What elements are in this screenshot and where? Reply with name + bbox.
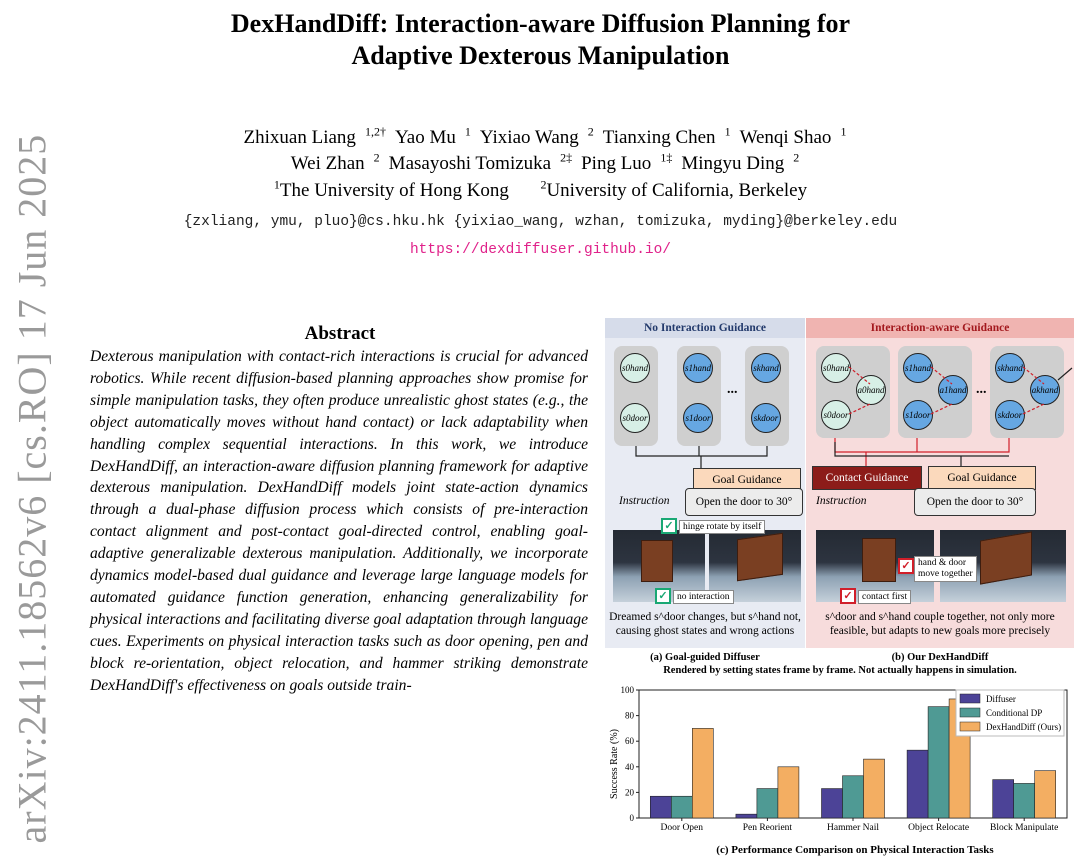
node-s1-hand: s1hand (683, 353, 713, 383)
bar (650, 796, 671, 818)
note-move-together: hand & door move together (914, 556, 977, 582)
teaser-figure (605, 318, 1075, 857)
node-sk-hand: skhand (995, 353, 1025, 383)
node-a0-hand: a0hand (856, 375, 886, 405)
author-name: Tianxing Chen (602, 127, 716, 149)
caption-b-line-1: s^door and s^hand couple together, not only more (825, 611, 1055, 623)
node-sk-door: skdoor (995, 400, 1025, 430)
paper-title-line-2: Adaptive Dexterous Manipulation (351, 41, 730, 70)
render-note: Rendered by setting states frame by frame. Not actually happens in simulation. (663, 665, 1017, 676)
legend-label: Conditional DP (986, 708, 1043, 718)
author-name: Wei Zhan (290, 153, 365, 175)
node-a1-hand: a1hand (938, 375, 968, 405)
legend-swatch (960, 708, 980, 717)
node-sk-door: skdoor (751, 403, 781, 433)
affiliation-1: $^1$The University of Hong Kong (273, 178, 509, 202)
check-icon: ✓ (661, 518, 677, 534)
check-icon: ✓ (655, 588, 671, 604)
author-affiliation-mark: 1‡ (660, 151, 673, 165)
y-tick-label: 0 (629, 813, 634, 823)
paper-title-line-1: DexHandDiff: Interaction-aware Diffusion Planning for (230, 9, 851, 38)
ellipsis-b: ... (976, 382, 987, 397)
y-tick-label: 40 (625, 761, 634, 772)
arxiv-stamp: arXiv:2411.18562v6 [cs.RO] 17 Jun 2025 (9, 133, 55, 844)
y-tick-label: 100 (620, 685, 634, 695)
author-name: Yixiao Wang (479, 127, 579, 149)
bar (1014, 783, 1035, 818)
author-affiliation-mark: 2 (587, 125, 594, 139)
instruction-box-a: Open the door to 30° (685, 488, 803, 516)
panel-a-header: No Interaction Guidance (605, 318, 805, 338)
check-icon: ✓ (898, 558, 914, 574)
note-hinge: hinge rotate by itself (679, 520, 765, 534)
instruction-label-a: Instruction (619, 495, 670, 507)
node-s0-door: s0door (620, 403, 650, 433)
caption-b-line-2: feasible, but adapts to new goals more precisely (829, 625, 1051, 637)
author-affiliation-mark: 2 (793, 151, 800, 165)
author-affiliation-mark: 1 (464, 125, 471, 139)
performance-chart (605, 682, 1075, 857)
instruction-box-b: Open the door to 30° (914, 488, 1036, 516)
bar (843, 776, 864, 818)
node-s0-hand: s0hand (821, 353, 851, 383)
subcaption-a: (a) Goal-guided Diffuser (650, 652, 760, 663)
chart-title: (c) Performance Comparison on Physical Interaction Tasks (716, 844, 994, 856)
instruction-label-b: Instruction (816, 495, 867, 507)
author-affiliation-mark: 1,2† (364, 125, 386, 139)
node-s1-door: s1door (903, 400, 933, 430)
node-s1-hand: s1hand (903, 353, 933, 383)
goal-guidance-box-b: Goal Guidance (928, 466, 1036, 490)
note-contact-first: contact first (858, 590, 911, 604)
legend-label: Diffuser (986, 694, 1016, 704)
x-tick-label: Block Manipulate (990, 823, 1059, 833)
panel-no-interaction-guidance (605, 318, 805, 648)
door-shape (737, 533, 783, 581)
door-shape (641, 540, 673, 582)
goal-guidance-box-a: Goal Guidance (693, 468, 801, 492)
author (380, 153, 572, 174)
author (282, 153, 380, 174)
bar (757, 789, 778, 818)
bar (1035, 771, 1056, 818)
author-name: Ping Luo (581, 153, 652, 175)
bar (822, 789, 843, 818)
y-tick-label: 80 (625, 710, 634, 721)
caption-a-line-1: Dreamed s^door changes, but s^hand not, (609, 611, 801, 623)
y-tick-label: 60 (625, 736, 634, 747)
x-tick-label: Pen Reorient (742, 823, 793, 833)
node-ak-hand: akhand (1030, 375, 1060, 405)
abstract-text: Dexterous manipulation with contact-rich interactions is crucial for advanced robotics. While recent diffusion-based planning approaches show promise for simple manipulation tasks, they often produce unrealistic ghost states (e.g., the object automatically moves without hand contact) or lack adaptability when handling complex sequential interactions. In this work, we introduce DexHandDiff, an interaction-aware diffusion planning framework for adaptive dexterous manipulation. DexHandDiff models joint state-action dynamics through a dual-phase diffusion process which consists of pre-interaction contact alignment and post-contact goal-directed control, enabling goal-adaptive generalizable dexterous manipulation. Additionally, we incorporate dynamics model-based dual guidance and leverage large language models for automated guidance function generation, enhancing generalizability for physical interactions and facilitating diverse goal adaptation through language cues. Experiments on physical interaction tasks such as door opening, pen and block re-orientation, object relocation, and hammer striking demonstrate DexHandDiff's effectiveness on goals outside train- (90, 348, 588, 694)
node-sk-hand: skhand (751, 353, 781, 383)
node-s1-door: s1door (683, 403, 713, 433)
node-s0-door: s0door (821, 400, 851, 430)
bar (692, 728, 713, 818)
bar (864, 759, 885, 818)
bar (736, 814, 757, 818)
chart-ylabel: Success Rate (%) (609, 729, 620, 799)
author-name: Zhixuan Liang (243, 127, 356, 149)
contact-guidance-box: Contact Guidance (812, 466, 922, 490)
check-icon: ✓ (840, 588, 856, 604)
author-affiliation-mark: 2 (373, 151, 380, 165)
author (672, 153, 799, 174)
legend-swatch (960, 722, 980, 731)
emails: {zxliang, ymu, pluo}@cs.hku.hk {yixiao_wang, wzhan, tomizuka, myding}@berkeley.edu (183, 214, 898, 230)
author-name: Mingyu Ding (681, 153, 785, 175)
author-name: Masayoshi Tomizuka (388, 153, 552, 175)
panel-b-header: Interaction-aware Guidance (806, 318, 1074, 338)
x-tick-label: Door Open (660, 823, 704, 833)
legend-label: DexHandDiff (Ours) (986, 722, 1062, 732)
author (572, 153, 672, 174)
caption-a-line-2: causing ghost states and wrong actions (615, 625, 795, 637)
note-no-interaction: no interaction (673, 590, 734, 604)
affiliations (0, 178, 1081, 202)
subcaption-b: (b) Our DexHandDiff (891, 652, 989, 663)
x-tick-label: Object Relocate (908, 823, 970, 833)
bar (928, 707, 949, 818)
author-affiliation-mark: 2‡ (560, 151, 573, 165)
door-shape (862, 538, 896, 582)
affiliation-2: $^2$University of California, Berkeley (540, 178, 808, 202)
panel-interaction-aware-guidance (806, 318, 1074, 648)
author-affiliation-mark: 1 (724, 125, 731, 139)
author-name: Yao Mu (394, 127, 456, 149)
x-tick-label: Hammer Nail (827, 823, 879, 833)
bar (993, 780, 1014, 818)
project-url-link[interactable]: https://dexdiffuser.github.io/ (409, 242, 672, 258)
author-name: Wenqi Shao (739, 127, 832, 149)
node-s0-hand: s0hand (620, 353, 650, 383)
abstract-heading: Abstract (304, 323, 376, 344)
legend-swatch (960, 694, 980, 703)
bar (778, 767, 799, 818)
door-shape (980, 531, 1032, 584)
bar (671, 796, 692, 818)
bar (907, 750, 928, 818)
authors-line-2 (0, 146, 1081, 176)
ellipsis-a: ... (727, 382, 738, 397)
author-affiliation-mark: 1 (840, 125, 847, 139)
y-tick-label: 20 (625, 787, 634, 798)
